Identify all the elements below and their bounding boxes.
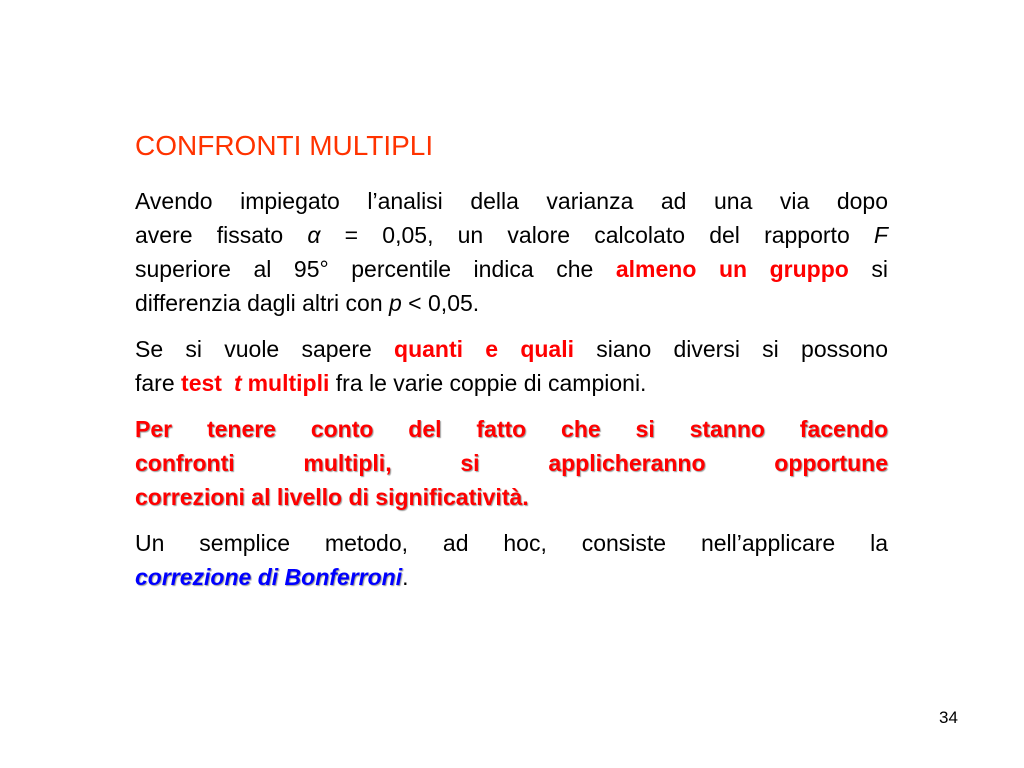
paragraph-correzioni <box>135 412 888 514</box>
text: fare <box>135 370 182 396</box>
highlight-multipli: multipli <box>247 370 330 396</box>
text: fra le varie coppie di campioni. <box>329 370 647 396</box>
paragraph-anova <box>135 184 888 320</box>
text: Se si vuole sapere <box>135 336 395 362</box>
paragraph-anova-line-3 <box>135 252 888 286</box>
text: superiore al 95° percentile indica che <box>135 256 616 282</box>
highlight-quanti-e-quali: quanti e quali <box>394 336 574 362</box>
paragraph-quanti-quali <box>135 332 888 400</box>
slide-title: CONFRONTI MULTIPLI <box>135 130 434 161</box>
text: avere fissato <box>135 222 308 248</box>
paragraph-anova-line-4 <box>135 286 888 320</box>
paragraph-correzioni-line-1: Per tenere conto del fatto che si stanno facendo <box>135 416 888 442</box>
paragraph-correzioni-line-2: confronti multipli, si applicheranno opportune <box>135 450 888 476</box>
text: Un semplice metodo, ad hoc, consiste nell’applicare la <box>135 530 888 556</box>
alpha-symbol: α <box>307 222 321 248</box>
f-symbol: F <box>873 222 888 248</box>
text: Avendo impiegato l’analisi della varianza ad una via dopo <box>135 188 888 214</box>
paragraph-correzioni-line-3: correzioni al livello di significatività. <box>135 484 529 510</box>
text: si <box>848 256 889 282</box>
paragraph-bonferroni <box>135 526 888 594</box>
highlight-correzione-di-bonferroni: correzione di Bonferroni <box>135 564 403 590</box>
page-number: 34 <box>939 708 958 727</box>
highlight-test: test <box>181 370 222 396</box>
text: = 0,05, un valore calcolato del rapporto <box>320 222 874 248</box>
highlight-t: t <box>233 370 242 396</box>
slide-body <box>135 184 888 606</box>
paragraph-quanti-quali-line-1 <box>135 332 888 366</box>
paragraph-anova-line-2 <box>135 218 888 252</box>
paragraph-quanti-quali-line-2 <box>135 366 888 400</box>
text: < 0,05. <box>401 290 480 316</box>
paragraph-bonferroni-line-1 <box>135 526 888 560</box>
paragraph-bonferroni-line-2 <box>135 560 888 594</box>
paragraph-anova-line-1 <box>135 184 888 218</box>
text: . <box>402 564 409 590</box>
text: differenzia dagli altri con <box>135 290 389 316</box>
p-symbol: p <box>389 290 402 316</box>
highlight-almeno-un-gruppo: almeno un gruppo <box>615 256 849 282</box>
text: siano diversi si possono <box>574 336 888 362</box>
